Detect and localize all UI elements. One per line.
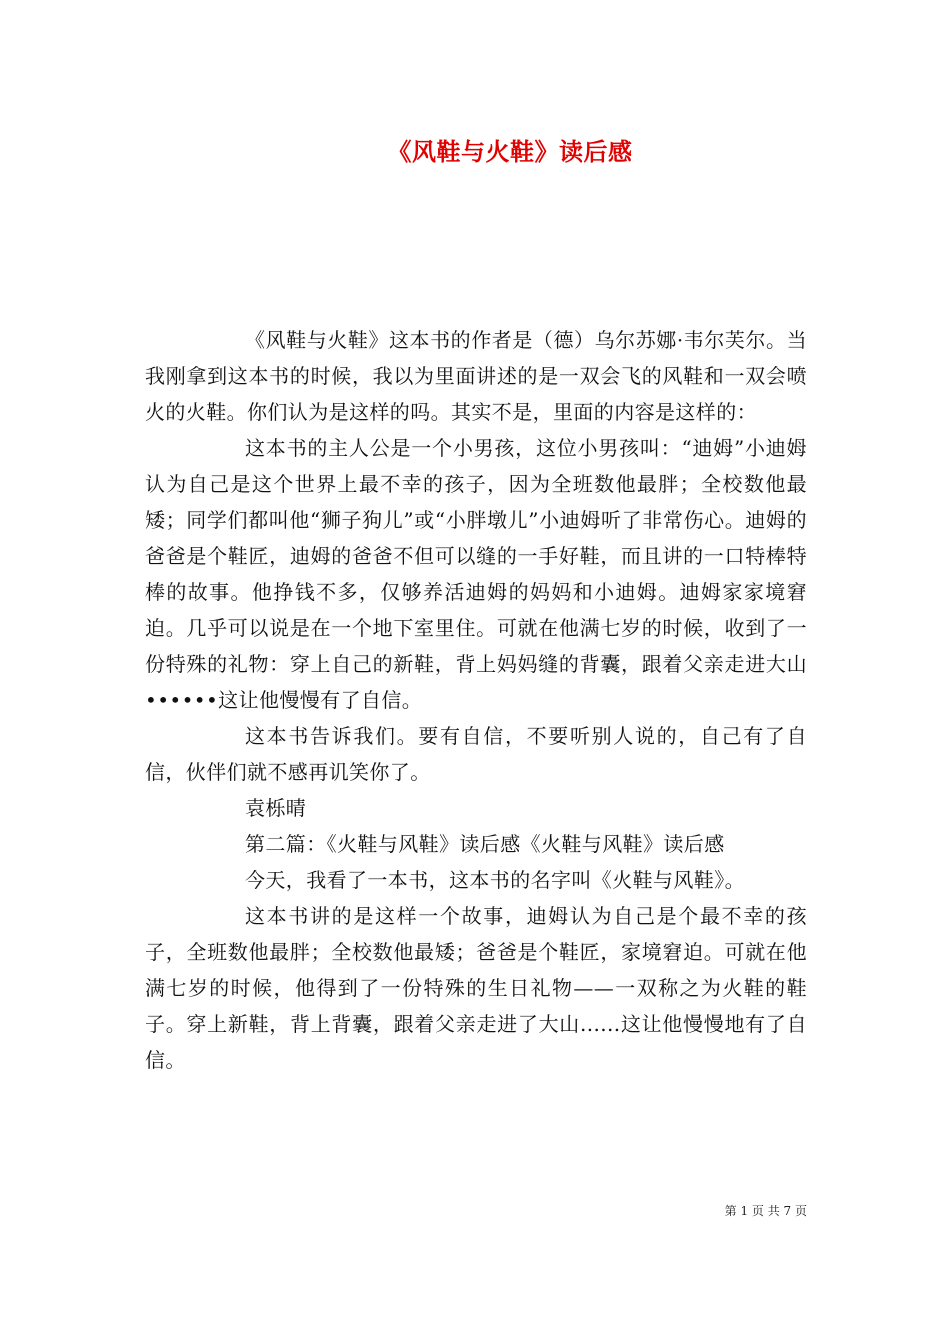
section-heading: 第二篇：《火鞋与风鞋》读后感《火鞋与风鞋》读后感 bbox=[245, 832, 725, 856]
document-title: 《风鞋与火鞋》读后感 bbox=[387, 137, 633, 166]
page-number: 第 1 页 共 7 页 bbox=[724, 1204, 807, 1218]
paragraph-lesson: 这本书告诉我们。要有自信，不要听别人说的，自己有了自信，伙伴们就不感再讥笑你了。 bbox=[145, 724, 807, 784]
paragraph-second-intro: 今天，我看了一本书，这本书的名字叫《火鞋与风鞋》。 bbox=[245, 868, 745, 892]
paragraph-intro: 《风鞋与火鞋》这本书的作者是（德）乌尔苏娜·韦尔芙尔。当我刚拿到这本书的时候，我以为里面讲述的是一双会飞的风鞋和一双会喷火的火鞋。你们认为是这样的吗。其实不是，里面的内容是这样的： bbox=[145, 328, 807, 424]
document-body bbox=[145, 322, 807, 1078]
author-name: 袁栎晴 bbox=[245, 796, 307, 820]
paragraph-story: 这本书的主人公是一个小男孩，这位小男孩叫：“迪姆”小迪姆认为自己是这个世界上最不幸的孩子，因为全班数他最胖；全校数他最矮；同学们都叫他“狮子狗儿”或“小胖墩儿”小迪姆听了非常伤心。迪姆的爸爸是个鞋匠，迪姆的爸爸不但可以缝的一手好鞋，而且讲的一口特棒特棒的故事。他挣钱不多，仅够养活迪姆的妈妈和小迪姆。迪姆家家境窘迫。几乎可以说是在一个地下室里住。可就在他满七岁的时候，收到了一份特殊的礼物：穿上自己的新鞋，背上妈妈缝的背囊，跟着父亲走进大山••••••这让他慢慢有了自信。 bbox=[145, 436, 807, 712]
paragraph-second-story: 这本书讲的是这样一个故事，迪姆认为自己是个最不幸的孩子，全班数他最胖；全校数他最矮；爸爸是个鞋匠，家境窘迫。可就在他满七岁的时候，他得到了一份特殊的生日礼物——一双称之为火鞋的鞋子。穿上新鞋，背上背囊，跟着父亲走进了大山......这让他慢慢地有了自信。 bbox=[145, 904, 807, 1072]
